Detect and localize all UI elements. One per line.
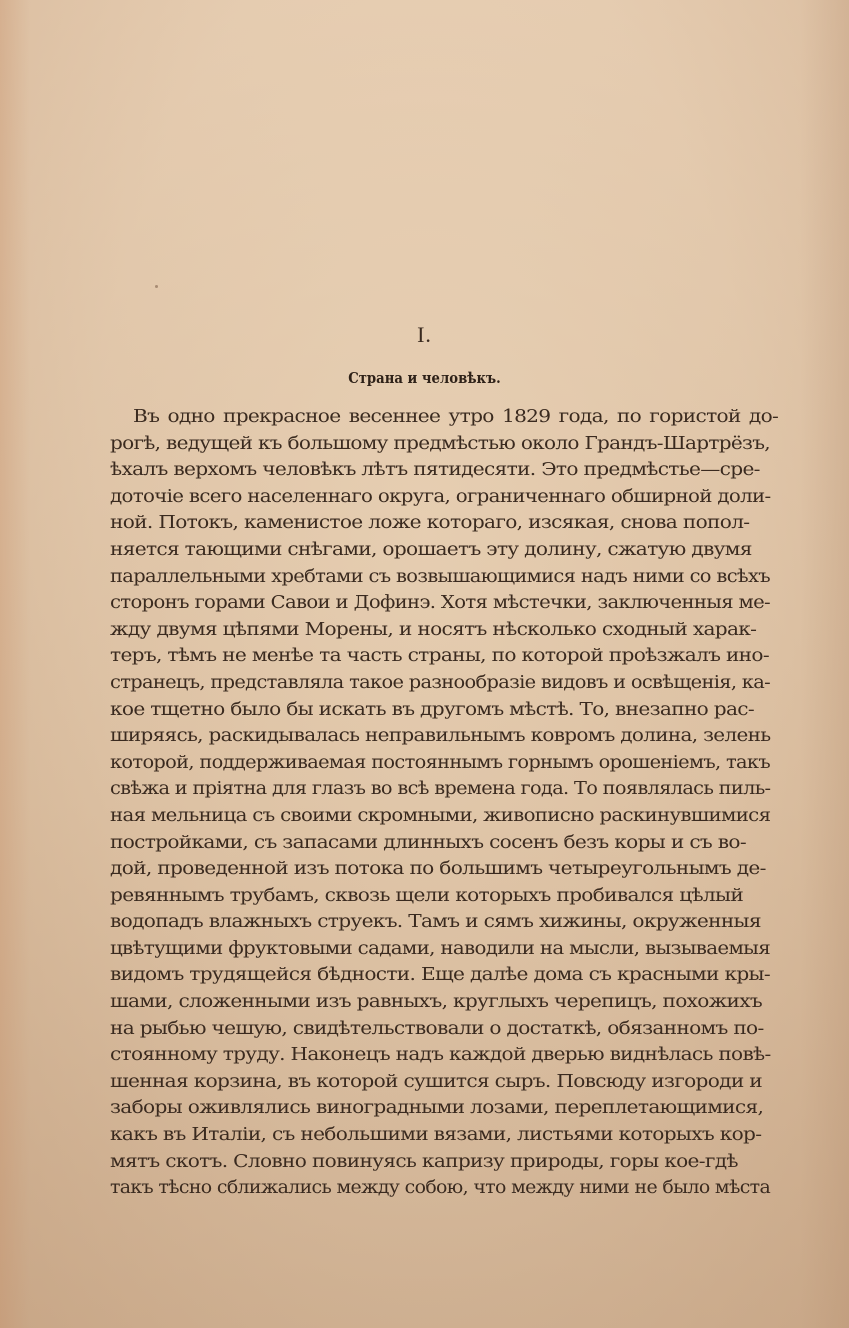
- text-line: на рыбью чешую, свидѣтельствовали о достаткѣ, обязанномъ по-: [110, 1018, 764, 1039]
- text-line: сторонъ горами Савои и Дофинэ. Хотя мѣстечки, заключенныя ме-: [110, 593, 770, 614]
- text-line: няется тающими снѣгами, орошаетъ эту долину, сжатую двумя: [110, 539, 752, 560]
- text-line: Въ одно прекрасное весеннее утро 1829 года, по гористой до-: [133, 407, 779, 427]
- paper-speck: [155, 285, 158, 288]
- text-line: странецъ, представляла такое разнообразіе видовъ и освѣщенія, ка-: [110, 672, 771, 693]
- text-line: доточіе всего населеннаго округа, ограниченнаго обширной доли-: [110, 486, 771, 507]
- paragraph: [110, 404, 779, 1202]
- chapter-number: I.: [417, 322, 432, 347]
- text-line: теръ, тѣмъ не менѣе та часть страны, по которой проѣзжалъ ино-: [110, 646, 769, 667]
- text-line: ширяясь, раскидывалась неправильнымъ ковромъ долина, зелень: [110, 726, 771, 747]
- text-line: рогѣ, ведущей къ большому предмѣстью около Грандъ-Шартрёзъ,: [110, 433, 770, 454]
- text-line: ревяннымъ трубамъ, сквозь щели которыхъ пробивался цѣлый: [110, 885, 744, 906]
- text-line: шами, сложенными изъ равныхъ, круглыхъ черепицъ, похожихъ: [110, 992, 763, 1013]
- text-line: стоянному труду. Наконецъ надъ каждой дверью виднѣлась повѣ-: [110, 1045, 771, 1066]
- text-line: шенная корзина, въ которой сушится сыръ. Повсюду изгороди и: [110, 1071, 763, 1092]
- text-line: ной. Потокъ, каменистое ложе котораго, изсякая, снова попол-: [110, 513, 750, 534]
- chapter-title: Страна и человѣкъ.: [348, 369, 501, 387]
- text-line: ная мельница съ своими скромными, живописно раскинувшимися: [110, 805, 771, 826]
- text-line: кое тщетно было бы искать въ другомъ мѣстѣ. То, внезапно рас-: [110, 699, 754, 720]
- text-line: параллельными хребтами съ возвышающимися надъ ними со всѣхъ: [110, 566, 771, 587]
- text-line: ѣхалъ верхомъ человѣкъ лѣтъ пятидесяти. Это предмѣстье—сре-: [110, 460, 760, 481]
- text-line: видомъ трудящейся бѣдности. Еще далѣе дома съ красными кры-: [110, 965, 770, 986]
- text-line: какъ въ Италіи, съ небольшими вязами, листьями которыхъ кор-: [110, 1125, 762, 1146]
- text-line: цвѣтущими фруктовыми садами, наводили на мысли, вызываемыя: [110, 938, 771, 959]
- text-line: свѣжа и пріятна для глазъ во всѣ времена года. То появлялась пиль-: [110, 779, 771, 800]
- text-line: мятъ скотъ. Словно повинуясь капризу природы, горы кое-гдѣ: [110, 1151, 738, 1172]
- text-line: которой, поддерживаемая постояннымъ горнымъ орошеніемъ, такъ: [110, 752, 770, 773]
- text-line: дой, проведенной изъ потока по большимъ четыреугольнымъ де-: [110, 859, 766, 880]
- text-line: заборы оживлялись виноградными лозами, переплетающимися,: [110, 1098, 764, 1119]
- text-line: такъ тѣсно сближались между собою, что между ними не было мѣста: [110, 1178, 771, 1199]
- text-line: жду двумя цѣпями Морены, и носятъ нѣсколько сходный харак-: [110, 619, 757, 640]
- text-line: водопадъ влажныхъ струекъ. Тамъ и сямъ хижины, окруженныя: [110, 912, 761, 933]
- text-line: постройками, съ запасами длинныхъ сосенъ безъ коры и съ во-: [110, 832, 746, 853]
